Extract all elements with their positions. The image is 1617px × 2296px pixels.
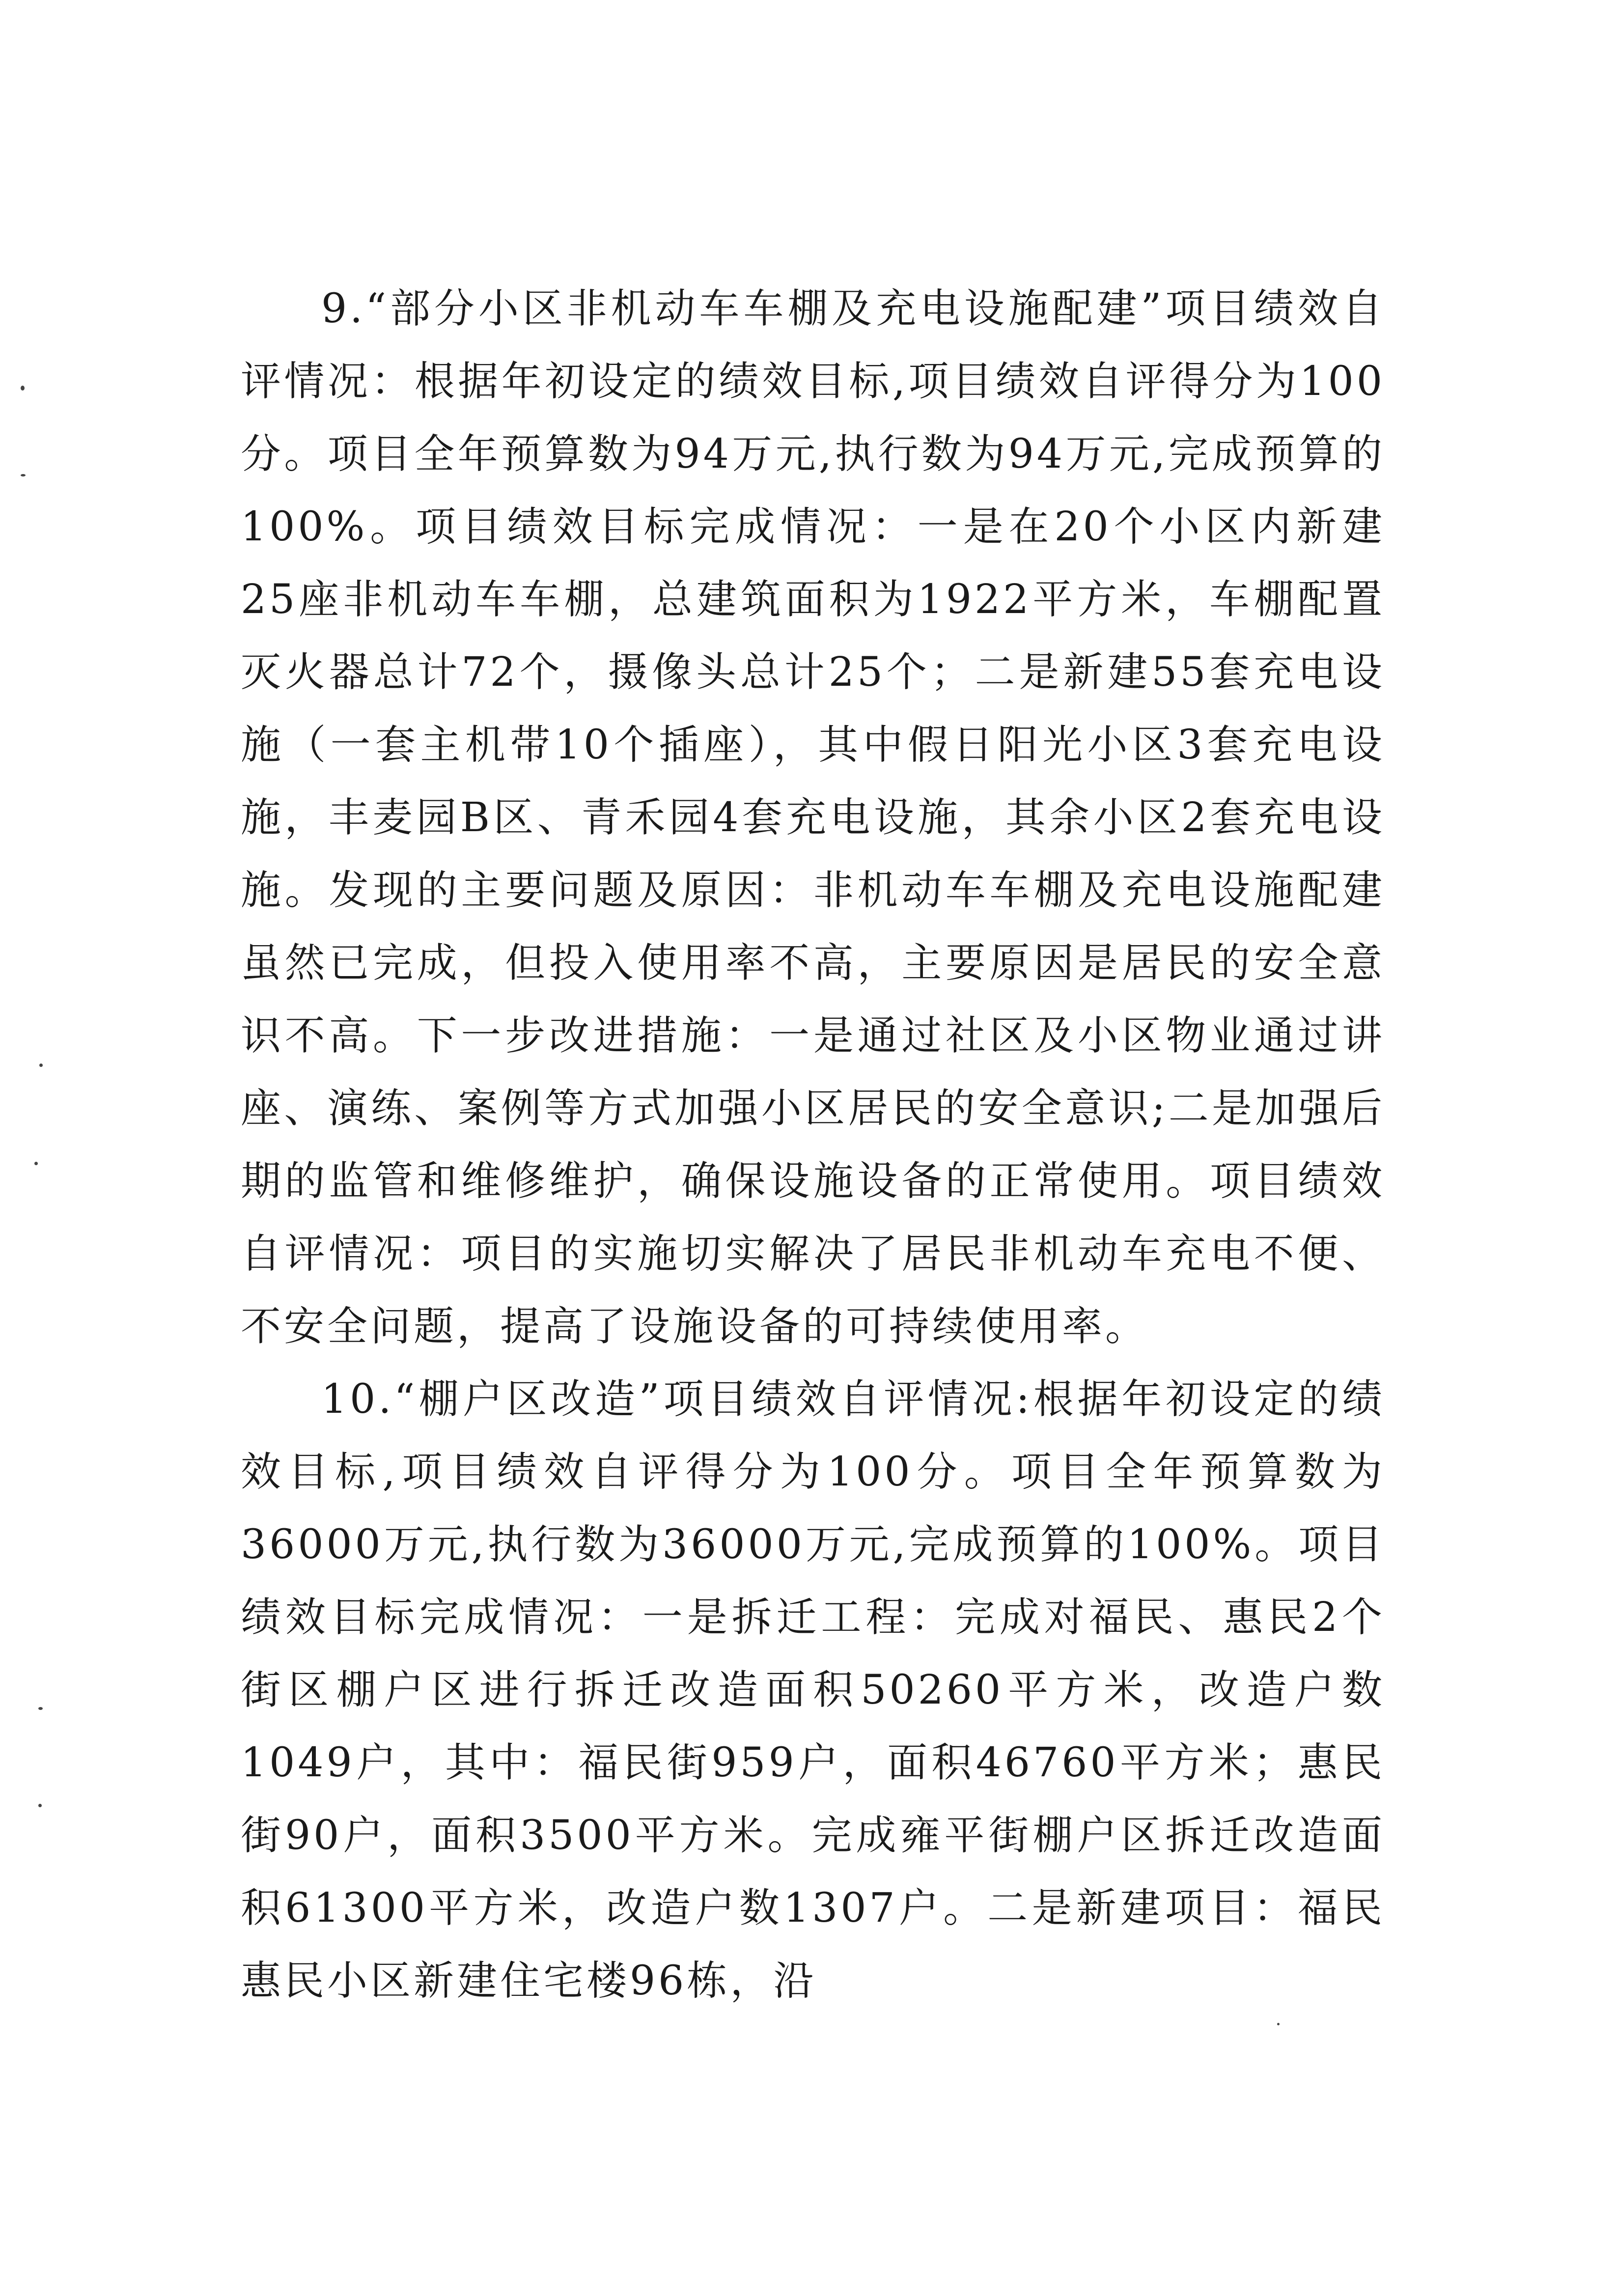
scan-speck	[34, 1162, 38, 1165]
paragraph-9: 9.“部分小区非机动车车棚及充电设施配建”项目绩效自评情况：根据年初设定的绩效目标,项目绩效自评得分为100分。项目全年预算数为94万元,执行数为94万元,完成预算的100%。项目绩效目标完成情况：一是在20个小区内新建25座非机动车车棚，总建筑面积为1922平方米，车棚配置灭火器总计72个，摄像头总计25个；二是新建55套充电设施（一套主机带10个插座），其中假日阳光小区3套充电设施，丰麦园B区、青禾园4套充电设施，其余小区2套充电设施。发现的主要问题及原因：非机动车车棚及充电设施配建虽然已完成，但投入使用率不高，主要原因是居民的安全意识不高。下一步改进措施：一是通过社区及小区物业通过讲座、演练、案例等方式加强小区居民的安全意识;二是加强后期的监管和维修维护，确保设施设备的正常使用。项目绩效自评情况：项目的实施切实解决了居民非机动车充电不便、不安全问题，提高了设施设备的可持续使用率。	[241, 285, 1385, 1350]
scan-speck	[38, 1707, 43, 1710]
scan-speck	[21, 474, 26, 476]
scan-speck	[21, 386, 25, 391]
paragraph-10: 10.“棚户区改造”项目绩效自评情况:根据年初设定的绩效目标,项目绩效自评得分为100分。项目全年预算数为36000万元,执行数为36000万元,完成预算的100%。项目绩效目标完成情况：一是拆迁工程：完成对福民、惠民2个街区棚户区进行拆迁改造面积50260平方米，改造户数1049户，其中：福民街959户，面积46760平方米；惠民街90户，面积3500平方米。完成雍平街棚户区拆迁改造面积61300平方米，改造户数1307户。二是新建项目：福民惠民小区新建住宅楼96栋，沿	[241, 1376, 1385, 2004]
scan-speck	[38, 1804, 42, 1807]
scan-speck	[39, 1064, 43, 1067]
scan-speck	[1277, 2023, 1280, 2025]
document-body	[241, 273, 1385, 2017]
